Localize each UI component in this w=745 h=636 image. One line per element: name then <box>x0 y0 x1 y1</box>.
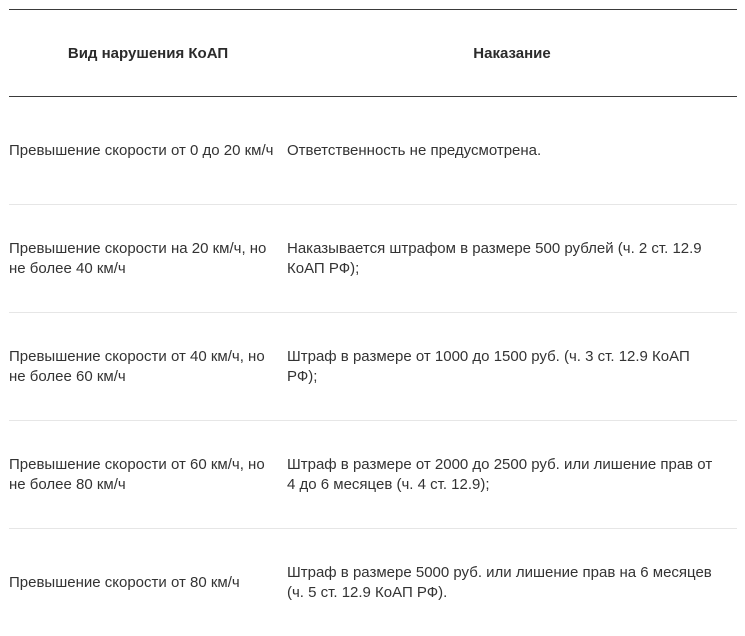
table-header <box>9 10 737 97</box>
violation-cell: Превышение скорости от 40 км/ч, но не более 60 км/ч <box>9 347 265 385</box>
penalty-cell: Наказывается штрафом в размере 500 рублей (ч. 2 ст. 12.9 КоАП РФ); <box>287 239 702 277</box>
violation-cell: Превышение скорости от 80 км/ч <box>9 573 240 591</box>
penalty-table <box>9 9 737 636</box>
penalty-cell: Штраф в размере от 2000 до 2500 руб. или лишение прав от 4 до 6 месяцев (ч. 4 ст. 12.9); <box>287 455 713 493</box>
violation-cell: Превышение скорости на 20 км/ч, но не более 40 км/ч <box>9 239 267 277</box>
header-violation: Вид нарушения КоАП <box>67 44 229 62</box>
header-penalty: Наказание <box>473 44 551 62</box>
violation-cell: Превышение скорости от 0 до 20 км/ч <box>9 141 274 159</box>
violation-cell: Превышение скорости от 60 км/ч, но не более 80 км/ч <box>9 455 265 493</box>
penalty-cell: Ответственность не предусмотрена. <box>287 141 542 159</box>
table-row <box>9 529 737 636</box>
table-row <box>9 421 737 529</box>
table-row <box>9 313 737 421</box>
table-row <box>9 205 737 313</box>
table-row <box>9 97 737 205</box>
penalty-cell: Штраф в размере 5000 руб. или лишение прав на 6 месяцев (ч. 5 ст. 12.9 КоАП РФ). <box>287 563 712 601</box>
penalty-cell: Штраф в размере от 1000 до 1500 руб. (ч. 3 ст. 12.9 КоАП РФ); <box>287 347 690 385</box>
